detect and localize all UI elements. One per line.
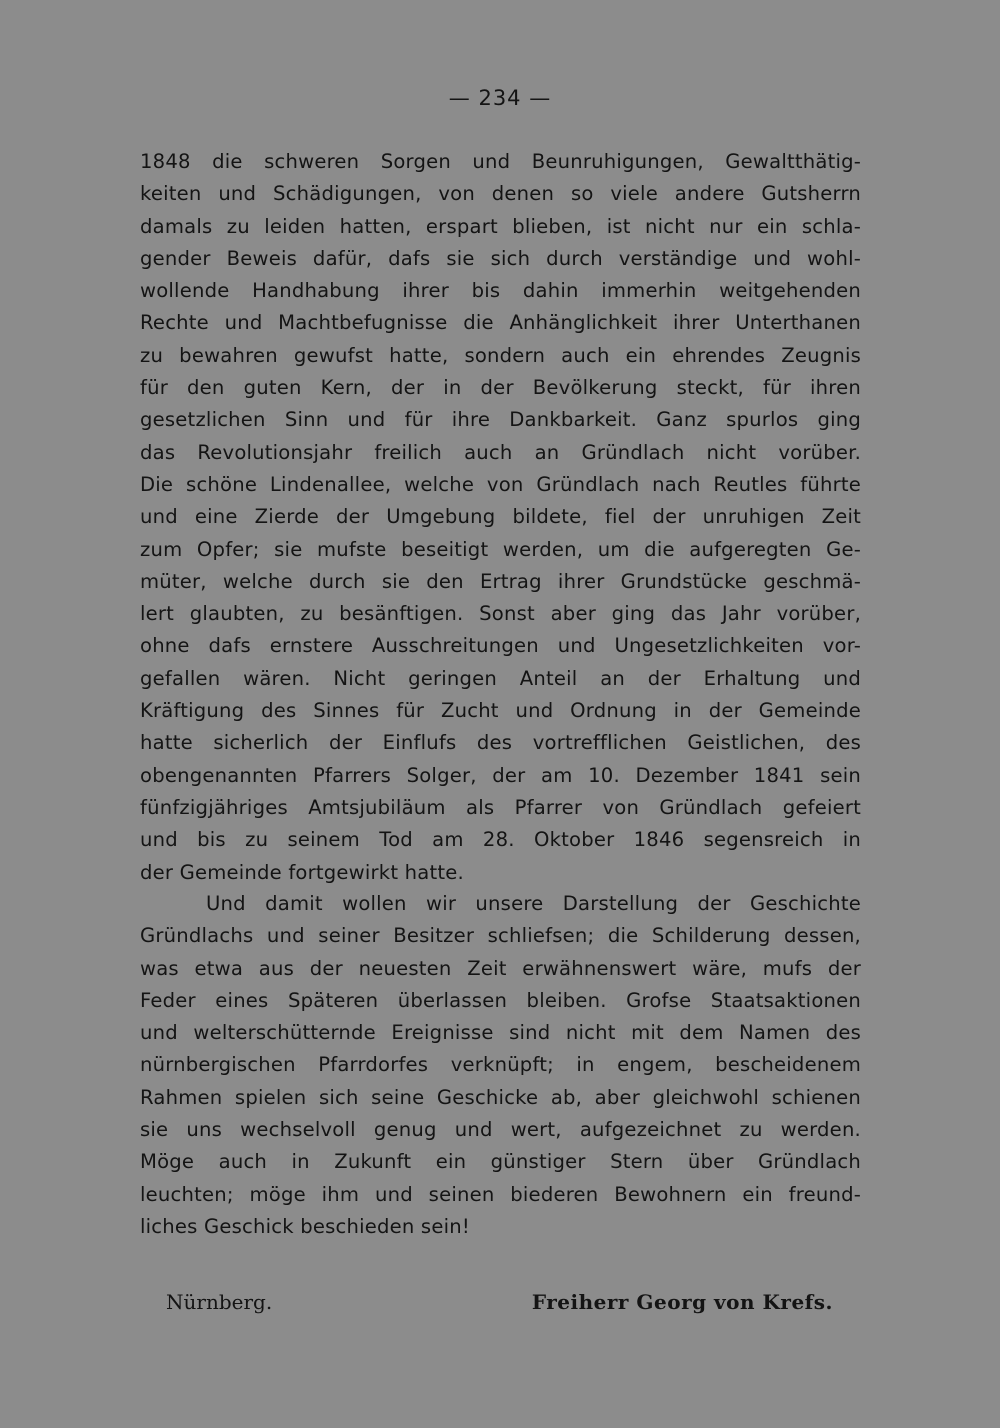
text-line: gefallen wären. Nicht geringen Anteil an der Erhaltung und [140, 666, 861, 690]
text-line: fünfzigjähriges Amtsjubiläum als Pfarrer von Gründlach gefeiert [140, 795, 861, 819]
text-line: 1848 die schweren Sorgen und Beunruhigungen, Gewaltthätig- [140, 150, 861, 173]
text-line: nürnbergischen Pfarrdorfes verknüpft; in engem, bescheidenem [140, 1053, 861, 1077]
text-line: Rechte und Machtbefugnisse die Anhänglichkeit ihrer Unterthanen [140, 311, 861, 335]
text-line: Kräftigung des Sinnes für Zucht und Ordnung in der Gemeinde [140, 699, 861, 723]
text-line: gender Beweis dafür, dafs sie sich durch verständige und wohl- [140, 246, 861, 270]
text-line: das Revolutionsjahr freilich auch an Gründlach nicht vorüber. [140, 440, 861, 464]
text-line: damals zu leiden hatten, erspart blieben, ist nicht nur ein schla- [140, 214, 861, 238]
paragraph-conclusion [140, 888, 861, 1243]
text-line: ohne dafs ernstere Ausschreitungen und Ungesetzlichkeiten vor- [140, 634, 861, 658]
text-line: lert glaubten, zu besänftigen. Sonst aber ging das Jahr vorüber, [140, 602, 861, 626]
page-number: — 234 — [448, 86, 552, 110]
place-line: Nürnberg. [166, 1290, 273, 1314]
paragraph-revolution-year [140, 146, 861, 889]
text-line: Und damit wollen wir unsere Darstellung der Geschichte [206, 892, 861, 915]
text-line: und welterschütternde Ereignisse sind nicht mit dem Namen des [140, 1021, 861, 1045]
text-line: leuchten; möge ihm und seinen biederen Bewohnern ein freund- [140, 1182, 861, 1206]
text-line: Feder eines Späteren überlassen bleiben. Grofse Staatsaktionen [140, 988, 861, 1012]
text-line: Gründlachs und seiner Besitzer schliefsen; die Schilderung dessen, [140, 924, 861, 948]
text-line: Die schöne Lindenallee, welche von Gründlach nach Reutles führte [140, 472, 861, 496]
text-line: liches Geschick beschieden sein! [140, 1214, 470, 1238]
text-line: müter, welche durch sie den Ertrag ihrer Grundstücke geschmä- [140, 569, 861, 593]
author-signature: Freiherr Georg von Krefs. [531, 1290, 833, 1314]
text-line: für den guten Kern, der in der Bevölkerung steckt, für ihren [140, 376, 861, 400]
text-line: sie uns wechselvoll genug und wert, aufgezeichnet zu werden. [140, 1118, 861, 1142]
text-line: zum Opfer; sie mufste beseitigt werden, um die aufgeregten Ge- [140, 537, 861, 561]
text-line: obengenannten Pfarrers Solger, der am 10. Dezember 1841 sein [140, 763, 861, 787]
text-line: was etwa aus der neuesten Zeit erwähnenswert wäre, mufs der [140, 956, 861, 980]
text-line: der Gemeinde fortgewirkt hatte. [140, 860, 464, 884]
text-line: keiten und Schädigungen, von denen so viele andere Gutsherrn [140, 182, 861, 206]
text-line: zu bewahren gewufst hatte, sondern auch ein ehrendes Zeugnis [140, 343, 861, 367]
text-line: wollende Handhabung ihrer bis dahin immerhin weitgehenden [140, 279, 861, 303]
text-line: gesetzlichen Sinn und für ihre Dankbarkeit. Ganz spurlos ging [140, 408, 861, 432]
text-line: und bis zu seinem Tod am 28. Oktober 1846 segensreich in [140, 828, 861, 852]
text-line: hatte sicherlich der Einflufs des vortrefflichen Geistlichen, des [140, 731, 861, 755]
text-line: Möge auch in Zukunft ein günstiger Stern über Gründlach [140, 1150, 861, 1174]
text-line: und eine Zierde der Umgebung bildete, fiel der unruhigen Zeit [140, 505, 861, 529]
text-line: Rahmen spielen sich seine Geschicke ab, aber gleichwohl schienen [140, 1085, 861, 1109]
